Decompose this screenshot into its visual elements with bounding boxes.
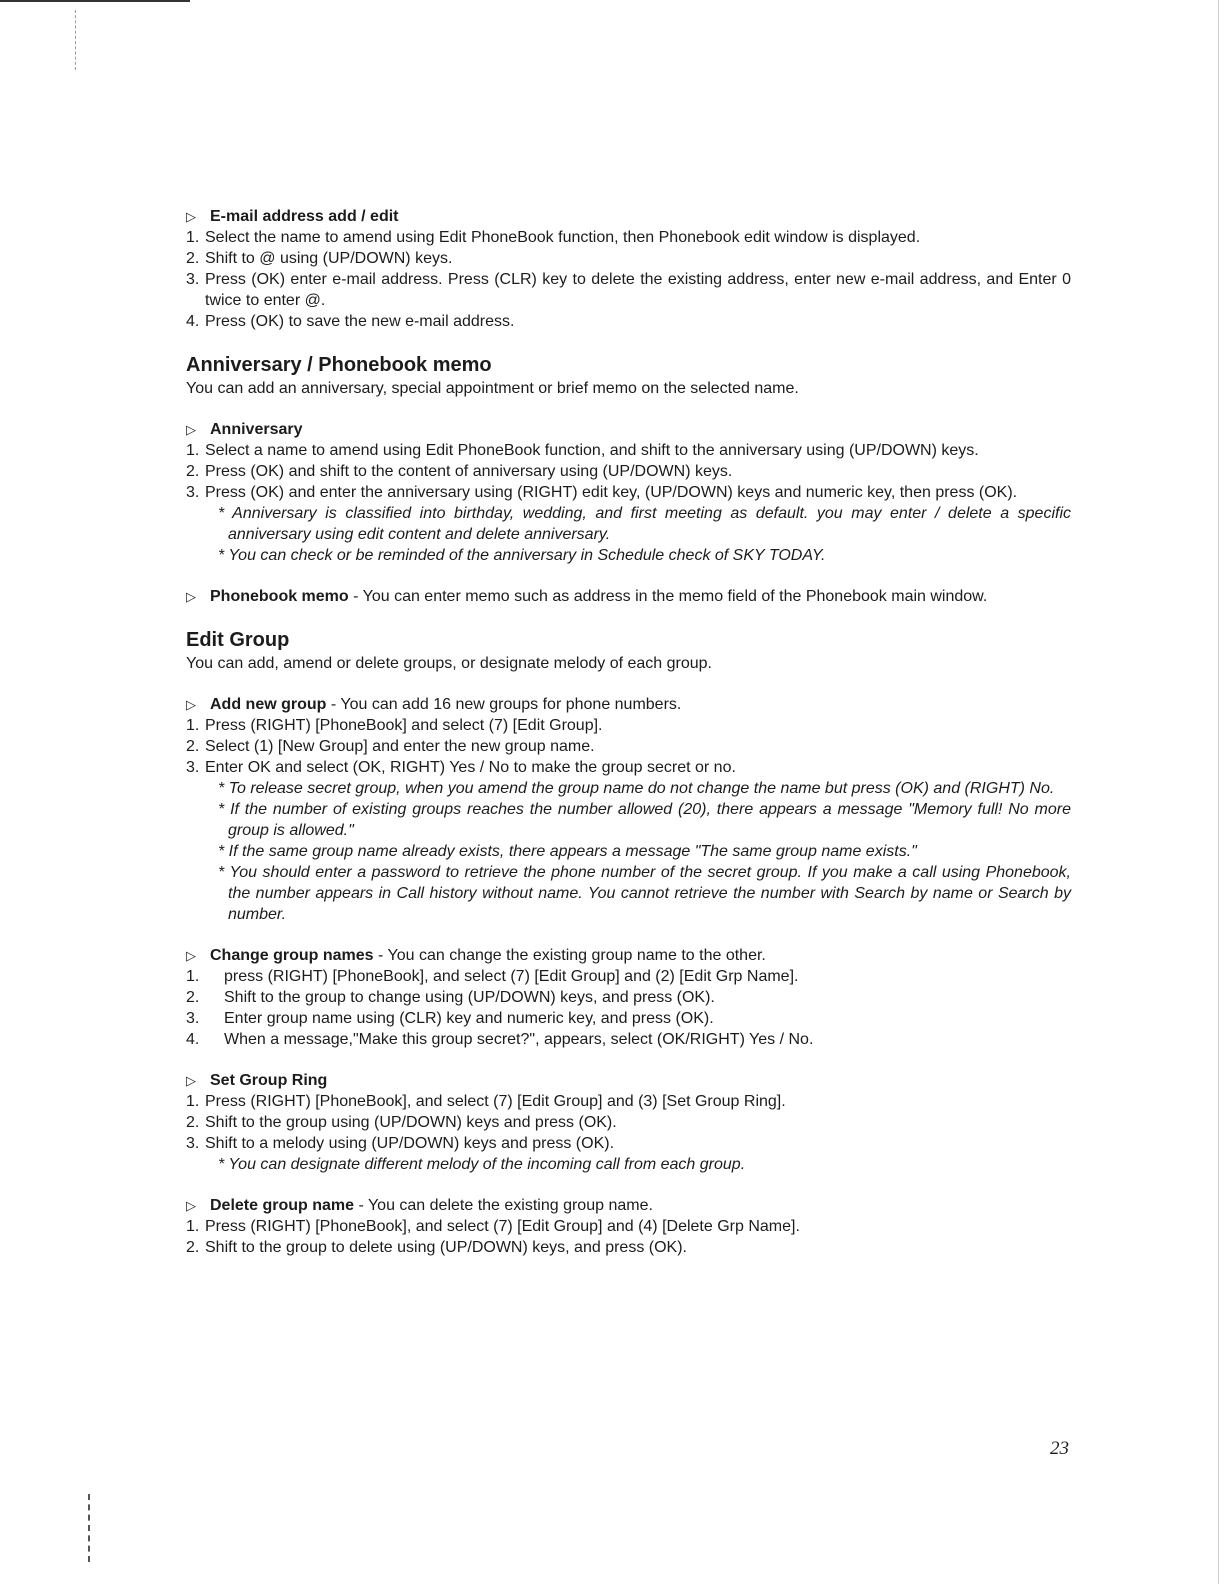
step-text: Press (OK) and enter the anniversary using (RIGHT) edit key, (UP/DOWN) keys and numeric key, then press (OK). <box>205 484 1018 501</box>
step-number: 2. <box>186 989 200 1006</box>
anniversary-subheading <box>186 419 1071 440</box>
step-text: Shift to @ using (UP/DOWN) keys. <box>205 250 453 267</box>
add-new-group-note: * If the same group name already exists, there appears a message "The same group name exists." <box>218 843 917 860</box>
email-subheading <box>186 206 1071 227</box>
step-number: 3. <box>186 759 200 776</box>
list-item <box>186 715 1071 736</box>
list-item <box>186 1008 1071 1029</box>
list-item <box>186 269 1071 311</box>
edit-group-intro: You can add, amend or delete groups, or designate melody of each group. <box>186 655 712 672</box>
anniversary-section-intro: You can add an anniversary, special appointment or brief memo on the selected name. <box>186 380 799 397</box>
anniversary-heading: Anniversary <box>210 421 303 438</box>
triangle-bullet-icon: ▷ <box>186 422 196 437</box>
add-new-group-subheading <box>186 694 1071 715</box>
step-number: 4. <box>186 313 200 330</box>
list-item <box>186 440 1071 461</box>
triangle-bullet-icon: ▷ <box>186 209 196 224</box>
anniversary-note: * Anniversary is classified into birthday, wedding, and first meeting as default. you may enter / delete a specific anniversary using edit content and delete anniversary. <box>218 505 1071 543</box>
step-number: 2. <box>186 738 200 755</box>
step-number: 2. <box>186 1239 200 1256</box>
step-number: 1. <box>186 968 200 985</box>
edit-group-title: Edit Group <box>186 629 290 651</box>
step-text: Select (1) [New Group] and enter the new group name. <box>205 738 595 755</box>
list-item <box>186 1133 1071 1154</box>
step-text: Shift to a melody using (UP/DOWN) keys and press (OK). <box>205 1135 615 1152</box>
set-group-ring-heading: Set Group Ring <box>210 1072 328 1089</box>
list-item <box>186 1216 1071 1237</box>
add-new-group-steps <box>186 715 1071 778</box>
delete-group-name-subheading <box>186 1195 1071 1216</box>
change-group-names-subheading <box>186 945 1071 966</box>
step-number: 1. <box>186 717 200 734</box>
change-group-names-desc: - You can change the existing group name to the other. <box>373 947 766 964</box>
step-text: Press (OK) and shift to the content of anniversary using (UP/DOWN) keys. <box>205 463 733 480</box>
page-number: 23 <box>1050 1438 1069 1459</box>
add-new-group-heading: Add new group <box>210 696 327 713</box>
add-new-group-note: * To release secret group, when you amend the group name do not change the name but press (OK) and (RIGHT) No. <box>218 780 1055 797</box>
anniversary-steps <box>186 440 1071 503</box>
list-item <box>186 248 1071 269</box>
triangle-bullet-icon: ▷ <box>186 589 196 604</box>
step-text: Press (OK) enter e-mail address. Press (CLR) key to delete the existing address, enter new e-mail address, and Enter 0 twice to enter @. <box>205 271 1071 309</box>
list-item <box>186 1029 1071 1050</box>
step-text: Press (RIGHT) [PhoneBook] and select (7) [Edit Group]. <box>205 717 603 734</box>
step-number: 3. <box>186 271 200 288</box>
change-group-names-steps <box>186 966 1071 1050</box>
list-item <box>186 966 1071 987</box>
step-text: Shift to the group to change using (UP/DOWN) keys, and press (OK). <box>224 989 715 1006</box>
step-number: 3. <box>186 1010 200 1027</box>
step-text: Press (OK) to save the new e-mail address. <box>205 313 515 330</box>
set-group-ring-subheading <box>186 1070 1071 1091</box>
step-number: 3. <box>186 1135 200 1152</box>
set-group-ring-steps <box>186 1091 1071 1154</box>
list-item <box>186 482 1071 503</box>
list-item <box>186 461 1071 482</box>
step-text: Press (RIGHT) [PhoneBook], and select (7) [Edit Group] and (4) [Delete Grp Name]. <box>205 1218 800 1235</box>
step-text: Shift to the group to delete using (UP/DOWN) keys, and press (OK). <box>205 1239 687 1256</box>
step-text: Shift to the group using (UP/DOWN) keys and press (OK). <box>205 1114 617 1131</box>
set-group-ring-note: * You can designate different melody of the incoming call from each group. <box>218 1156 746 1173</box>
step-number: 1. <box>186 1093 200 1110</box>
step-number: 3. <box>186 484 200 501</box>
add-new-group-note: * You should enter a password to retrieve the phone number of the secret group. If you make a call using Phonebook, the number appears in Call history without name. You cannot retrieve the number with Search by name or Search by number. <box>218 864 1071 923</box>
scan-right-edge <box>1218 0 1219 1584</box>
anniversary-note: * You can check or be reminded of the anniversary in Schedule check of SKY TODAY. <box>218 547 826 564</box>
triangle-bullet-icon: ▷ <box>186 697 196 712</box>
page-content <box>186 206 1071 1258</box>
step-text: Select the name to amend using Edit PhoneBook function, then Phonebook edit window is displayed. <box>205 229 921 246</box>
scan-mark-top <box>75 10 76 70</box>
scan-mark-bottom <box>88 1494 90 1562</box>
step-text: When a message,"Make this group secret?", appears, select (OK/RIGHT) Yes / No. <box>224 1031 814 1048</box>
step-text: Press (RIGHT) [PhoneBook], and select (7) [Edit Group] and (3) [Set Group Ring]. <box>205 1093 786 1110</box>
step-text: Select a name to amend using Edit PhoneBook function, and shift to the anniversary using (UP/DOWN) keys. <box>205 442 979 459</box>
step-number: 4. <box>186 1031 200 1048</box>
step-number: 2. <box>186 463 200 480</box>
anniversary-section-title: Anniversary / Phonebook memo <box>186 354 492 376</box>
step-number: 1. <box>186 442 200 459</box>
delete-group-name-desc: - You can delete the existing group name. <box>354 1197 653 1214</box>
list-item <box>186 757 1071 778</box>
delete-group-name-heading: Delete group name <box>210 1197 355 1214</box>
delete-group-name-steps <box>186 1216 1071 1258</box>
step-text: Enter OK and select (OK, RIGHT) Yes / No to make the group secret or no. <box>205 759 736 776</box>
list-item <box>186 736 1071 757</box>
phonebook-memo-text: - You can enter memo such as address in the memo field of the Phonebook main window. <box>348 588 988 605</box>
add-new-group-desc: - You can add 16 new groups for phone numbers. <box>326 696 682 713</box>
change-group-names-heading: Change group names <box>210 947 374 964</box>
step-text: press (RIGHT) [PhoneBook], and select (7) [Edit Group] and (2) [Edit Grp Name]. <box>224 968 799 985</box>
triangle-bullet-icon: ▷ <box>186 948 196 963</box>
scan-top-edge <box>0 0 190 2</box>
list-item <box>186 1112 1071 1133</box>
step-number: 2. <box>186 250 200 267</box>
phonebook-memo-paragraph <box>186 586 1071 607</box>
list-item <box>186 227 1071 248</box>
list-item <box>186 1237 1071 1258</box>
list-item <box>186 987 1071 1008</box>
triangle-bullet-icon: ▷ <box>186 1073 196 1088</box>
email-steps <box>186 227 1071 332</box>
triangle-bullet-icon: ▷ <box>186 1198 196 1213</box>
phonebook-memo-heading: Phonebook memo <box>210 588 349 605</box>
list-item <box>186 1091 1071 1112</box>
add-new-group-note: * If the number of existing groups reaches the number allowed (20), there appears a message "Memory full! No more group is allowed." <box>218 801 1071 839</box>
email-heading: E-mail address add / edit <box>210 208 399 225</box>
step-number: 1. <box>186 1218 200 1235</box>
step-text: Enter group name using (CLR) key and numeric key, and press (OK). <box>224 1010 714 1027</box>
step-number: 2. <box>186 1114 200 1131</box>
step-number: 1. <box>186 229 200 246</box>
list-item <box>186 311 1071 332</box>
